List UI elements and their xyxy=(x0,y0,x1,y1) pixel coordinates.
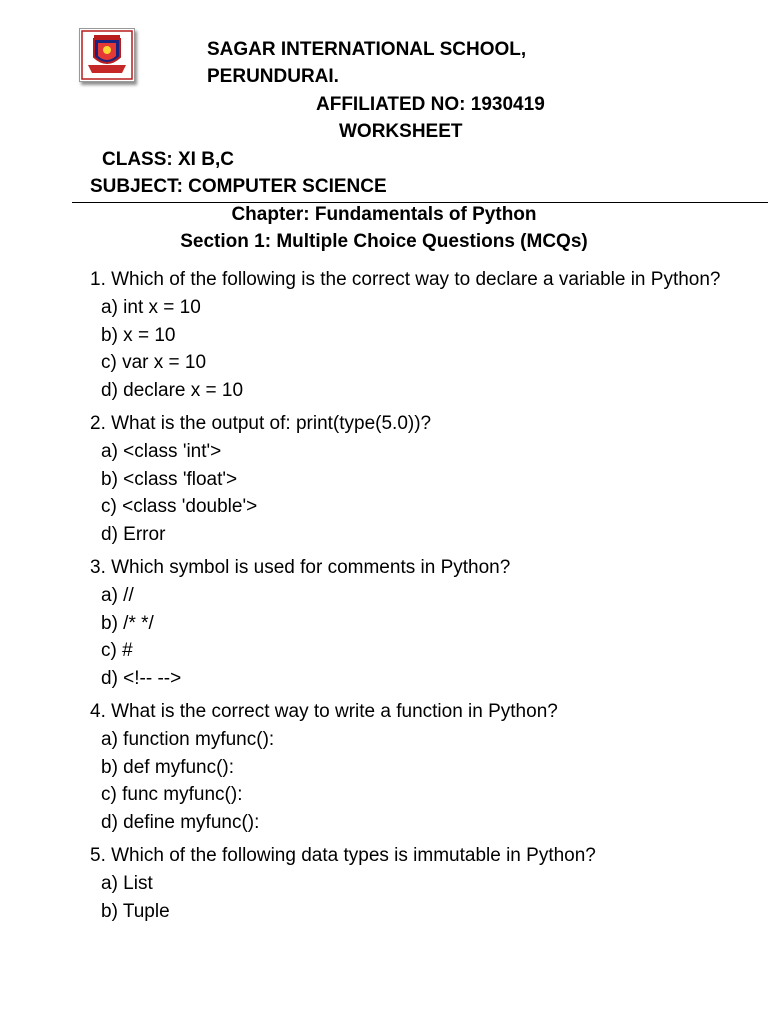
answer-option: b) x = 10 xyxy=(101,324,176,346)
answer-option: a) // xyxy=(101,585,134,606)
question-text: 1. Which of the following is the correct way to declare a variable in Python? xyxy=(90,269,721,290)
answer-option: d) declare x = 10 xyxy=(101,379,244,401)
section-title: Section 1: Multiple Choice Questions (MCQs) xyxy=(180,231,588,252)
class-info: CLASS: XI B,C xyxy=(102,149,234,170)
school-name: SAGAR INTERNATIONAL SCHOOL, xyxy=(207,39,527,60)
chapter-title: Chapter: Fundamentals of Python xyxy=(231,204,537,225)
school-location: PERUNDURAI. xyxy=(207,66,339,87)
answer-option: c) func myfunc(): xyxy=(101,784,243,805)
answer-option: b) /* */ xyxy=(101,612,154,634)
question-text: 5. Which of the following data types is immutable in Python? xyxy=(90,845,596,866)
school-logo xyxy=(79,28,135,82)
answer-option: a) function myfunc(): xyxy=(101,729,275,750)
header-divider xyxy=(72,202,768,203)
question-block xyxy=(90,410,750,548)
answer-option: b) def myfunc(): xyxy=(101,756,235,778)
school-crest-icon xyxy=(80,29,134,81)
question-text: 2. What is the output of: print(type(5.0))? xyxy=(90,413,432,434)
answer-option: d) define myfunc(): xyxy=(101,811,260,833)
answer-option: c) # xyxy=(101,640,133,661)
answer-option: a) int x = 10 xyxy=(101,297,201,318)
answer-option: c) var x = 10 xyxy=(101,352,207,373)
question-text: 4. What is the correct way to write a function in Python? xyxy=(90,701,558,722)
answer-option: a) List xyxy=(101,873,153,894)
question-block xyxy=(90,266,750,404)
question-block xyxy=(90,698,750,836)
subject-info: SUBJECT: COMPUTER SCIENCE xyxy=(90,176,387,197)
affiliation-number: AFFILIATED NO: 1930419 xyxy=(316,94,545,115)
question-block xyxy=(90,842,750,925)
answer-option: d) Error xyxy=(101,523,166,545)
answer-option: b) Tuple xyxy=(101,900,170,922)
question-text: 3. Which symbol is used for comments in Python? xyxy=(90,557,511,578)
answer-option: a) <class 'int'> xyxy=(101,441,222,462)
answer-option: b) <class 'float'> xyxy=(101,468,238,490)
answer-option: d) <!-- --> xyxy=(101,667,182,689)
question-list xyxy=(90,266,750,931)
document-type: WORKSHEET xyxy=(339,121,463,142)
question-block xyxy=(90,554,750,692)
answer-option: c) <class 'double'> xyxy=(101,496,258,517)
